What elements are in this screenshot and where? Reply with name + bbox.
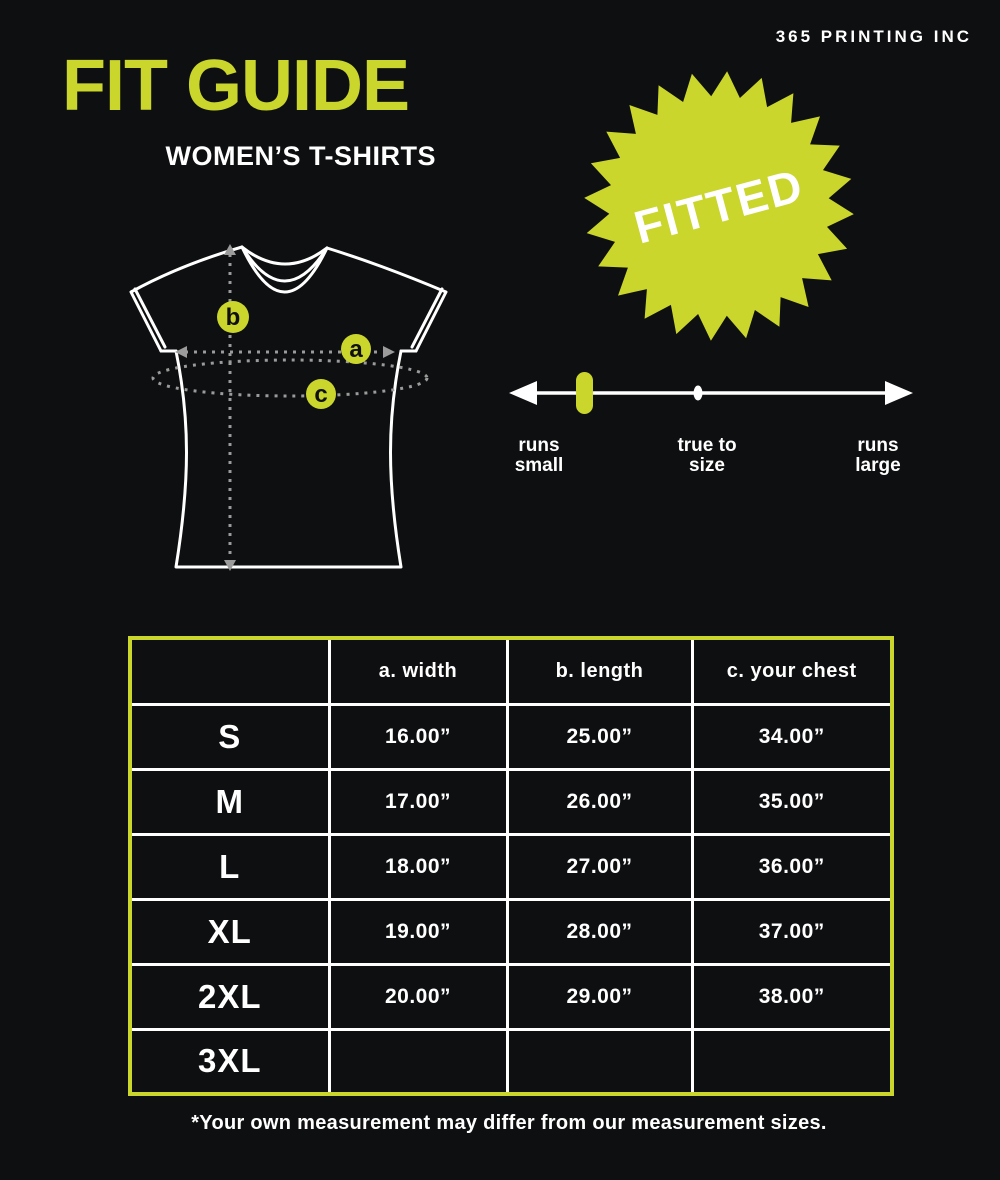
table-cell: 19.00” [329,899,507,964]
fit-scale [505,362,917,424]
table-cell: 36.00” [692,834,892,899]
table-row [130,769,892,834]
row-label: L [130,834,329,899]
table-cell: 25.00” [507,704,692,769]
scale-label-true-to-size: true to size [677,435,737,476]
table-cell: 29.00” [507,964,692,1029]
table-row [130,964,892,1029]
table-cell [507,1029,692,1094]
row-label: M [130,769,329,834]
table-row [130,704,892,769]
measurement-disclaimer: *Your own measurement may differ from our measurement sizes. [191,1112,827,1134]
table-cell: 34.00” [692,704,892,769]
table-cell: 28.00” [507,899,692,964]
table-cell: 18.00” [329,834,507,899]
marker-label-b: b [225,304,241,331]
table-row [130,1029,892,1094]
table-cell: 27.00” [507,834,692,899]
header-cell-chest: c. your chest [692,638,892,704]
table-cell [692,1029,892,1094]
size-table [128,636,894,1096]
header-cell-width: a. width [329,638,507,704]
tshirt-outline-icon [131,247,446,567]
row-label: S [130,704,329,769]
starburst-badge [583,70,855,342]
row-label: XL [130,899,329,964]
table-cell [329,1029,507,1094]
table-cell: 16.00” [329,704,507,769]
table-cell: 17.00” [329,769,507,834]
measurement-guides [153,254,427,561]
page-title: FIT GUIDE [62,46,409,126]
marker-bubbles [217,301,371,409]
table-cell: 26.00” [507,769,692,834]
table-header-row [130,638,892,704]
row-label: 3XL [130,1029,329,1094]
header-cell-size [130,638,329,704]
marker-label-c: c [314,381,328,408]
scale-arrow-icon [509,381,913,405]
table-row [130,899,892,964]
table-row [130,834,892,899]
row-label: 2XL [130,964,329,1029]
header-cell-length: b. length [507,638,692,704]
tshirt-diagram [115,232,459,582]
table-cell: 38.00” [692,964,892,1029]
table-cell: 20.00” [329,964,507,1029]
scale-label-runs-small: runs small [514,435,564,476]
brand-name: 365 PRINTING INC [775,27,972,46]
scale-label-runs-large: runs large [855,435,901,476]
marker-label-a: a [349,336,363,363]
page-subtitle: WOMEN’S T-SHIRTS [165,141,436,171]
table-cell: 37.00” [692,899,892,964]
fit-position-marker [576,372,593,414]
table-cell: 35.00” [692,769,892,834]
true-to-size-tick-icon [694,386,703,401]
badge-label: FITTED [628,158,810,254]
